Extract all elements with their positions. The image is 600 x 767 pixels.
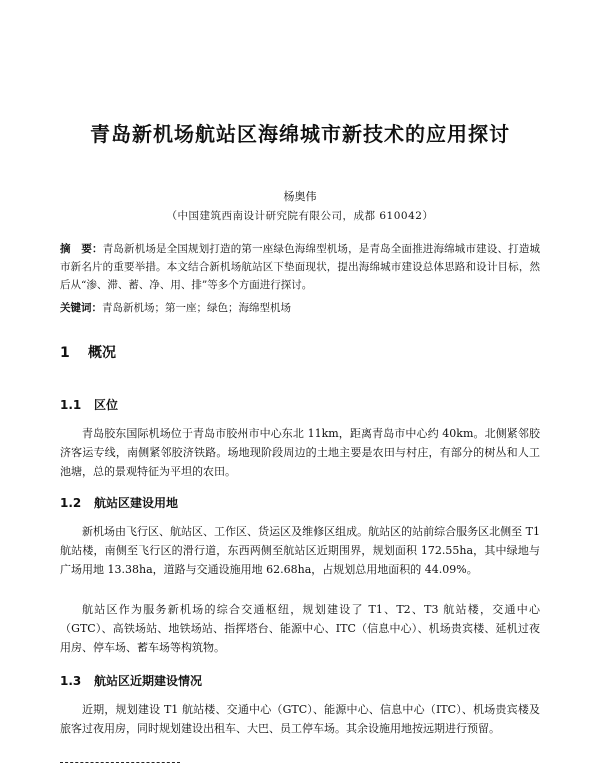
section-1-1-heading [60, 396, 118, 413]
paper-title: 青岛新机场航站区海绵城市新技术的应用探讨 [90, 122, 510, 146]
keywords-label: 关键词： [60, 302, 102, 314]
footnote-divider [60, 762, 180, 765]
section-number: 1.2 [60, 496, 82, 510]
abstract-text: 青岛新机场是全国规划打造的第一座绿色海绵型机场，是青岛全面推进海绵城市建设、打造城市新名片的重要举措。本文结合新机场航站区下垫面现状，提出海绵城市建设总体思路和设计目标，然后从“渗、滞、蓄、净、用、排”等多个方面进行探讨。 [60, 243, 541, 291]
section-1-1-paragraph: 青岛胶东国际机场位于青岛市胶州市中心东北 11km，距离青岛市中心约 40km。北侧紧邻胶济客运专线，南侧紧邻胶济铁路。场地现阶段周边的土地主要是农田与村庄，有部分的树丛和人工池塘，总的景观特征为平坦的农田。 [60, 427, 540, 478]
section-1-3-paragraph: 近期，规划建设 T1 航站楼、交通中心（GTC）、能源中心、信息中心（ITC）、机场贵宾楼及旅客过夜用房，同时规划建设出租车、大巴、员工停车场。其余设施用地按远期进行预留。 [60, 703, 540, 735]
author-name: 杨奥伟 [283, 190, 317, 203]
section-title: 区位 [94, 398, 119, 412]
abstract [60, 240, 540, 294]
keywords [60, 300, 540, 316]
section-title: 航站区建设用地 [94, 496, 179, 510]
section-title: 概况 [88, 345, 116, 361]
author-affiliation: （中国建筑西南设计研究院有限公司，成都 610042） [166, 210, 434, 222]
section-title: 航站区近期建设情况 [94, 674, 203, 688]
abstract-label: 摘 要： [60, 243, 103, 255]
keywords-text: 青岛新机场；第一座；绿色；海绵型机场 [102, 302, 291, 314]
section-1-heading [60, 342, 116, 362]
section-number: 1 [60, 345, 70, 361]
section-1-2-paragraph-1: 新机场由飞行区、航站区、工作区、货运区及维修区组成。航站区的站前综合服务区北侧至 T1 航站楼，南侧至飞行区的滑行道，东西两侧至航站区近期围界，规划面积 172.55ha，其中绿地与广场用地 13.38ha，道路与交通设施用地 62.68ha，占规划总用地面积的 44.09%。 [60, 525, 540, 576]
section-number: 1.3 [60, 674, 82, 688]
section-1-2-heading [60, 494, 178, 511]
section-1-3-heading [60, 672, 202, 689]
section-number: 1.1 [60, 398, 82, 412]
section-1-2-paragraph-2: 航站区作为服务新机场的综合交通枢纽，规划建设了 T1、T2、T3 航站楼，交通中心（GTC）、高铁场站、地铁场站、指挥塔台、能源中心、ITC（信息中心）、机场贵宾楼、延机过夜用房、停车场、蓄车场等构筑物。 [60, 603, 540, 654]
